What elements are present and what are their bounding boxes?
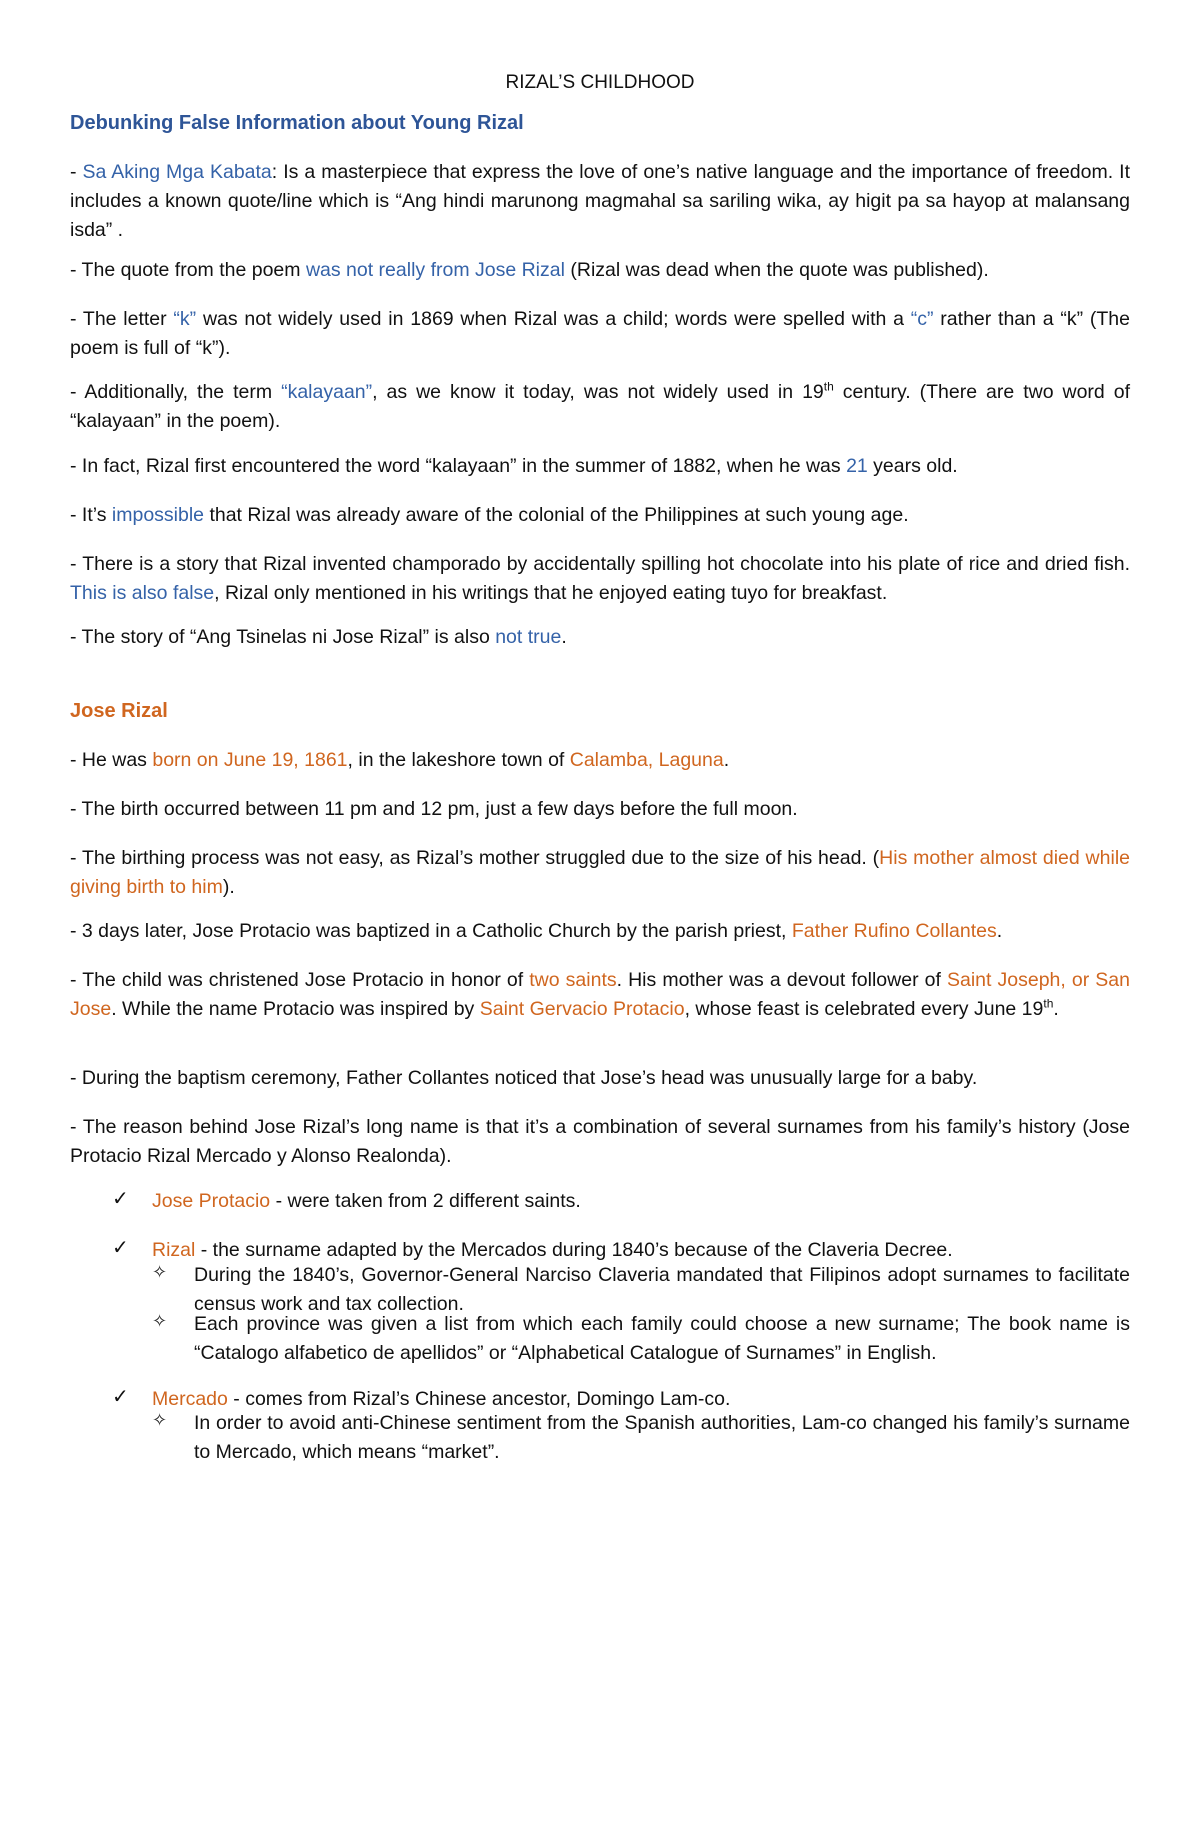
sub-bullet-lam-co: In order to avoid anti-Chinese sentiment from the Spanish authorities, Lam-co changed his family’s surname to Mercado, which means “market”.: [194, 1412, 1130, 1463]
paragraph-christened: - The child was christened Jose Protacio in honor of two saints. His mother was a devout follower of Saint Joseph, or San Jose. While the name Protacio was inspired by Saint Gervacio Protacio, whose feast is celebrated every June 19th.: [70, 969, 1130, 1020]
checkmark-icon: ✓: [112, 1386, 129, 1408]
paragraph-first-encountered: - In fact, Rizal first encountered the word “kalayaan” in the summer of 1882, when he was 21 years old.: [70, 455, 958, 477]
paragraph-long-name: - The reason behind Jose Rizal’s long name is that it’s a combination of several surnames from his family’s history (Jose Protacio Rizal Mercado y Alonso Realonda).: [70, 1116, 1130, 1167]
paragraph-birth: - He was born on June 19, 1861, in the lakeshore town of Calamba, Laguna.: [70, 749, 730, 771]
paragraph-head-large: - During the baptism ceremony, Father Collantes noticed that Jose’s head was unusually large for a baby.: [70, 1067, 978, 1089]
paragraph-baptism: - 3 days later, Jose Protacio was baptized in a Catholic Church by the parish priest, Father Rufino Collantes.: [70, 920, 1003, 942]
bullet-jose-protacio: Jose Protacio - were taken from 2 different saints.: [152, 1190, 581, 1212]
checkmark-icon: ✓: [112, 1237, 129, 1259]
section-heading-jose-rizal: Jose Rizal: [70, 700, 168, 722]
star-bullet-icon: ✧: [152, 1311, 168, 1331]
paragraph-letter-k: - The letter “k” was not widely used in 1869 when Rizal was a child; words were spelled with a “c” rather than a “k” (The poem is full of “k”).: [70, 308, 1130, 359]
bullet-mercado: Mercado - comes from Rizal’s Chinese ancestor, Domingo Lam-co.: [152, 1388, 731, 1410]
star-bullet-icon: ✧: [152, 1410, 168, 1430]
paragraph-tsinelas: - The story of “Ang Tsinelas ni Jose Rizal” is also not true.: [70, 626, 567, 648]
bullet-rizal: Rizal - the surname adapted by the Mercados during 1840’s because of the Claveria Decree.: [152, 1239, 953, 1261]
sub-bullet-catalogo: Each province was given a list from which each family could choose a new surname; The book name is “Catalogo alfabetico de apellidos” or “Alphabetical Catalogue of Surnames” in English.: [194, 1313, 1130, 1364]
paragraph-kalayaan-term: - Additionally, the term “kalayaan”, as we know it today, was not widely used in 19th century. (There are two word of “kalayaan” in the poem).: [70, 379, 1130, 432]
checkmark-icon: ✓: [112, 1188, 129, 1210]
star-bullet-icon: ✧: [152, 1262, 168, 1282]
paragraph-sa-aking-mga-kabata: - Sa Aking Mga Kabata: Is a masterpiece that express the love of one’s native language and the importance of freedom. It includes a known quote/line which is “Ang hindi marunong magmahal sa sariling wika, ay higit pa sa hayop at malansang isda” .: [70, 161, 1130, 241]
paragraph-birth-time: - The birth occurred between 11 pm and 12 pm, just a few days before the full moon.: [70, 798, 798, 820]
sub-bullet-claveria: During the 1840’s, Governor-General Narciso Claveria mandated that Filipinos adopt surnames to facilitate census work and tax collection.: [194, 1264, 1130, 1315]
section-heading-debunking: Debunking False Information about Young Rizal: [70, 112, 524, 134]
page-title: RIZAL’S CHILDHOOD: [505, 72, 695, 93]
paragraph-impossible: - It’s impossible that Rizal was already aware of the colonial of the Philippines at such young age.: [70, 504, 909, 526]
paragraph-quote-not-from-rizal: - The quote from the poem was not really from Jose Rizal (Rizal was dead when the quote was published).: [70, 259, 989, 281]
paragraph-champorado: - There is a story that Rizal invented champorado by accidentally spilling hot chocolate into his plate of rice and dried fish. This is also false, Rizal only mentioned in his writings that he enjoyed eating tuyo for breakfast.: [70, 553, 1130, 604]
paragraph-birthing-process: - The birthing process was not easy, as Rizal’s mother struggled due to the size of his head. (His mother almost died while giving birth to him).: [70, 847, 1130, 898]
